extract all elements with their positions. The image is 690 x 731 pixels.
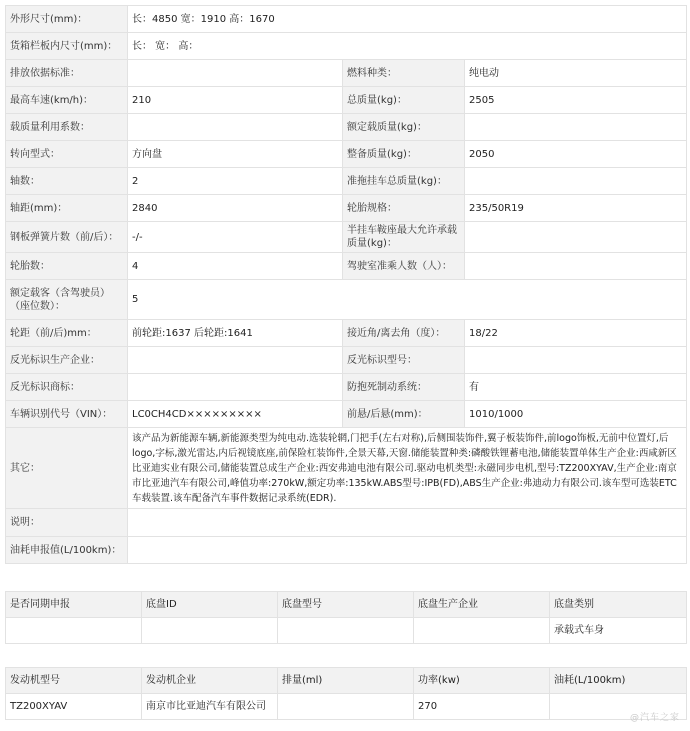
load-coefficient-label: 载质量利用系数： — [6, 114, 128, 141]
overhang-label: 前悬/后悬(mm)： — [343, 401, 465, 428]
abs-value: 有 — [465, 374, 687, 401]
column-header: 排量(ml) — [278, 668, 414, 694]
other-label: 其它： — [6, 428, 128, 509]
table-header-row — [6, 668, 687, 694]
table-header-row — [6, 592, 687, 618]
tire-count-label: 轮胎数： — [6, 253, 128, 280]
table-row — [6, 114, 687, 141]
curb-weight-label: 整备质量(kg)： — [343, 141, 465, 168]
cargo-box-label: 货箱栏板内尺寸(mm)： — [6, 33, 128, 60]
table-cell: 270 — [414, 694, 550, 720]
saddle-load-label: 半挂车鞍座最大允许承载质量(kg)： — [343, 222, 465, 253]
total-mass-label: 总质量(kg)： — [343, 87, 465, 114]
table-row — [6, 618, 687, 644]
seating-label: 额定载客（含驾驶员）（座位数）： — [6, 280, 128, 320]
table-row — [6, 60, 687, 87]
table-row — [6, 222, 687, 253]
fuel-type-value: 纯电动 — [465, 60, 687, 87]
approach-angle-value: 18/22 — [465, 320, 687, 347]
reflector-model-value — [465, 347, 687, 374]
reflector-brand-value — [128, 374, 343, 401]
cab-passengers-label: 驾驶室准乘人数（人）： — [343, 253, 465, 280]
table-row — [6, 537, 687, 564]
fuel-consumption-value — [128, 537, 687, 564]
cab-passengers-value — [465, 253, 687, 280]
dimensions-value: 长：4850 宽：1910 高：1670 — [128, 6, 687, 33]
table-row — [6, 347, 687, 374]
notes-label: 说明： — [6, 509, 128, 537]
column-header: 发动机型号 — [6, 668, 142, 694]
leaf-spring-label: 钢板弹簧片数（前/后）： — [6, 222, 128, 253]
table-row — [6, 280, 687, 320]
table-row — [6, 509, 687, 537]
rated-load-value — [465, 114, 687, 141]
cargo-box-value: 长： 宽： 高： — [128, 33, 687, 60]
track-width-label: 轮距（前/后)mm： — [6, 320, 128, 347]
table-row — [6, 168, 687, 195]
rated-load-label: 额定载质量(kg)： — [343, 114, 465, 141]
wheelbase-value: 2840 — [128, 195, 343, 222]
column-header: 底盘生产企业 — [414, 592, 550, 618]
tire-spec-label: 轮胎规格： — [343, 195, 465, 222]
column-header: 底盘ID — [142, 592, 278, 618]
table-cell: TZ200XYAV — [6, 694, 142, 720]
watermark: @汽车之家 — [629, 713, 680, 723]
table-row — [6, 141, 687, 168]
table-row — [6, 253, 687, 280]
table-cell — [414, 618, 550, 644]
saddle-load-value — [465, 222, 687, 253]
column-header: 油耗(L/100km) — [550, 668, 687, 694]
table-cell — [6, 618, 142, 644]
dimensions-label: 外形尺寸(mm)： — [6, 6, 128, 33]
seating-value: 5 — [128, 280, 687, 320]
chassis-table — [5, 591, 687, 644]
table-cell — [278, 694, 414, 720]
steering-type-label: 转向型式： — [6, 141, 128, 168]
curb-weight-value: 2050 — [465, 141, 687, 168]
column-header: 是否同期申报 — [6, 592, 142, 618]
table-row — [6, 401, 687, 428]
fuel-consumption-label: 油耗申报值(L/100km)： — [6, 537, 128, 564]
wheelbase-label: 轴距(mm)： — [6, 195, 128, 222]
trailer-mass-value — [465, 168, 687, 195]
notes-value — [128, 509, 687, 537]
column-header: 发动机企业 — [142, 668, 278, 694]
table-row — [6, 694, 687, 720]
vin-label: 车辆识别代号（VIN）： — [6, 401, 128, 428]
other-description: 该产品为新能源车辆,新能源类型为纯电动.选装轮辋,门把手(左右对称),后侧围装饰件,翼子板装饰件,前logo饰板,无前中位置灯,后logo,字标,激光雷达,内后视镜底座,前保险杠装饰件,全景天幕,天窗.储能装置种类:磷酸铁锂蓄电池,储能装置单体生产企业:西咸新区比亚迪实业有限公司,储能装置总成生产企业:西安弗迪电池有限公司.驱动电机类型:永磁同步电机,型号:TZ200XYAV,生产企业:南京市比亚迪汽车有限公司,峰值功率:270kW,额定功率:135kW.ABS型号:IPB(FD),ABS生产企业:弗迪动力有限公司.该车型可选装ETC车载装置.该车配备汽车事件数据记录系统(EDR). — [128, 428, 687, 509]
reflector-brand-label: 反光标识商标： — [6, 374, 128, 401]
table-cell: 南京市比亚迪汽车有限公司 — [142, 694, 278, 720]
column-header: 底盘类别 — [550, 592, 687, 618]
max-speed-value: 210 — [128, 87, 343, 114]
fuel-type-label: 燃料种类： — [343, 60, 465, 87]
column-header: 功率(kw) — [414, 668, 550, 694]
table-row — [6, 195, 687, 222]
reflector-maker-label: 反光标识生产企业： — [6, 347, 128, 374]
table-row — [6, 33, 687, 60]
vin-value: LC0CH4CD××××××××× — [128, 401, 343, 428]
overhang-value: 1010/1000 — [465, 401, 687, 428]
axle-count-label: 轴数： — [6, 168, 128, 195]
track-width-value: 前轮距:1637 后轮距:1641 — [128, 320, 343, 347]
steering-type-value: 方向盘 — [128, 141, 343, 168]
emission-standard-label: 排放依据标准： — [6, 60, 128, 87]
load-coefficient-value — [128, 114, 343, 141]
axle-count-value: 2 — [128, 168, 343, 195]
reflector-maker-value — [128, 347, 343, 374]
approach-angle-label: 接近角/离去角（度）： — [343, 320, 465, 347]
tire-count-value: 4 — [128, 253, 343, 280]
emission-standard-value — [128, 60, 343, 87]
table-cell — [278, 618, 414, 644]
column-header: 底盘型号 — [278, 592, 414, 618]
table-row — [6, 320, 687, 347]
total-mass-value: 2505 — [465, 87, 687, 114]
table-row — [6, 428, 687, 509]
abs-label: 防抱死制动系统： — [343, 374, 465, 401]
tire-spec-value: 235/50R19 — [465, 195, 687, 222]
leaf-spring-value: -/- — [128, 222, 343, 253]
table-cell — [142, 618, 278, 644]
table-cell: 承载式车身 — [550, 618, 687, 644]
table-row — [6, 374, 687, 401]
max-speed-label: 最高车速(km/h)： — [6, 87, 128, 114]
table-row — [6, 6, 687, 33]
table-row — [6, 87, 687, 114]
trailer-mass-label: 准拖挂车总质量(kg)： — [343, 168, 465, 195]
spec-table — [5, 5, 687, 564]
engine-table — [5, 667, 687, 720]
reflector-model-label: 反光标识型号： — [343, 347, 465, 374]
